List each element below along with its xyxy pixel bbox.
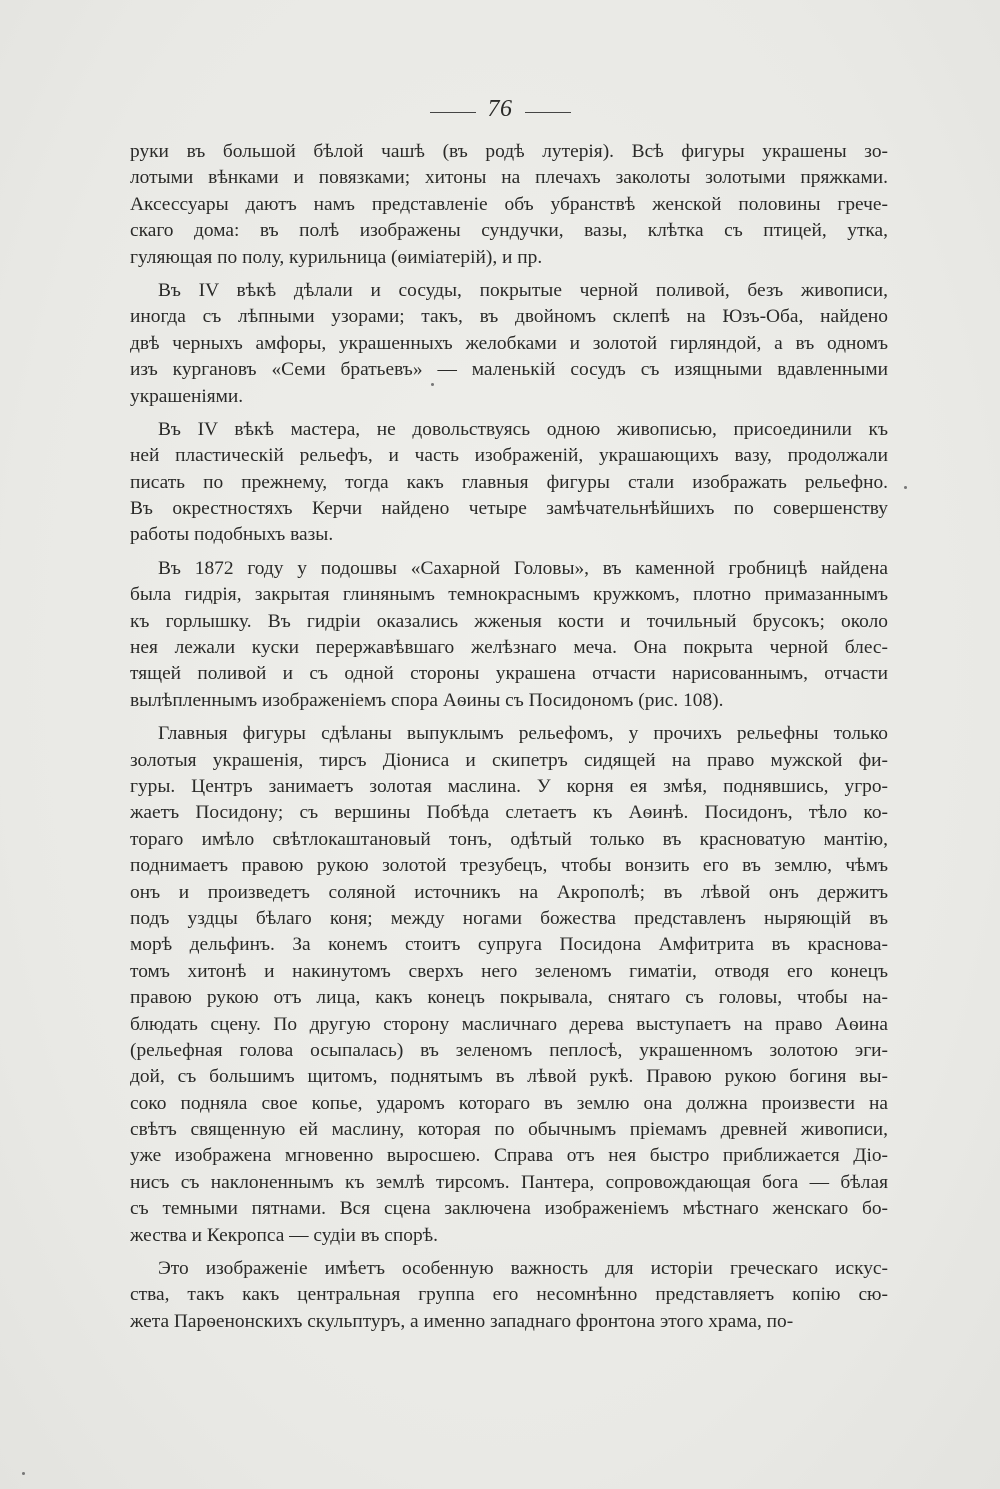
text-line: морѣ дельфинъ. За конемъ стоитъ супруга Посидона Амфитрита въ краснова- (130, 934, 888, 956)
text-line: Въ 1872 году у подошвы «Сахарной Головы», въ каменной гробницѣ найдена (158, 557, 888, 579)
text-line: изъ кургановъ «Семи братьевъ» — маленькій сосудъ съ изящными вдавленными (130, 359, 888, 381)
text-line: золотыя украшенія, тирсъ Діониса и скипетръ сидящей на право мужской фи- (130, 749, 888, 771)
paragraph-gap (130, 410, 888, 417)
text-line: гуляющая по полу, курильница (ѳиміатерій), и пр. (130, 246, 543, 268)
text-line: гуры. Центръ занимаетъ золотая маслина. У корня ея змѣя, поднявшись, угро- (130, 775, 888, 797)
text-line: работы подобныхъ вазы. (130, 524, 334, 546)
text-line: Это изображеніе имѣетъ особенную важность для исторіи греческаго искус- (158, 1258, 888, 1280)
paragraph (130, 278, 888, 410)
text-line: тящей поливой и съ одной стороны украшена отчасти нарисованнымъ, отчасти (130, 663, 888, 685)
text-line: двѣ черныхъ амфоры, украшенныхъ желобками и золотой гирляндой, а въ одномъ (130, 332, 888, 354)
text-line: скаго дома: въ полѣ изображены сундучки, вазы, клѣтка съ птицей, утка, (130, 220, 888, 242)
header-rule-right (525, 112, 571, 113)
scan-speck (431, 383, 434, 386)
text-line: тораго имѣло свѣтлокаштановый тонъ, одѣтый только въ красноватую мантію, (130, 828, 888, 850)
text-line: была гидрія, закрытая глинянымъ темнокраснымъ кружкомъ, плотно примазаннымъ (130, 584, 888, 606)
text-line: ней пластическій рельефъ, и часть изображеній, украшающихъ вазу, продолжали (130, 445, 888, 467)
text-line: писать по прежнему, тогда какъ главныя фигуры стали изображать рельефно. (130, 471, 888, 493)
scan-speck (904, 486, 907, 489)
paragraph-gap (130, 549, 888, 556)
text-line: блюдать сцену. По другую сторону масличнаго дерева выступаетъ на право Аѳина (130, 1013, 888, 1035)
scan-speck (22, 1472, 25, 1475)
paragraph (130, 556, 888, 714)
text-line: къ горлышку. Въ гидріи оказались жженыя кости и точильный брусокъ; около (130, 610, 888, 632)
text-line: уже изображена мгновенно выросшею. Справа отъ нея быстро приближается Діо- (130, 1145, 888, 1167)
text-line: соко подняла свое копье, ударомъ котораго въ землю она должна произвести на (130, 1092, 888, 1114)
text-line: жета Парѳенонскихъ скульптуръ, а именно западнаго фронтона этого храма, по- (130, 1310, 794, 1332)
page-number: 76 (487, 96, 513, 122)
header-rule-left (430, 112, 476, 113)
text-line: жества и Кекропса — судіи въ спорѣ. (130, 1224, 439, 1246)
text-line: жаетъ Посидону; съ вершины Побѣда слетаетъ къ Аѳинѣ. Посидонъ, тѣло ко- (130, 802, 888, 824)
text-line: нея лежали куски перержавѣвшаго желѣзнаго меча. Она покрыта черной блес- (130, 637, 888, 659)
text-line: вылѣпленнымъ изображеніемъ спора Аѳины съ Посидономъ (рис. 108). (130, 689, 724, 711)
paragraph-gap (130, 271, 888, 278)
text-line: руки въ большой бѣлой чашѣ (въ родѣ лутерія). Всѣ фигуры украшены зо- (130, 141, 888, 162)
text-line: съ темными пятнами. Вся сцена заключена изображеніемъ мѣстнаго женскаго бо- (130, 1198, 888, 1220)
text-line: нисъ съ наклоненнымъ къ землѣ тирсомъ. Пантера, сопровождающая бога — бѣлая (130, 1171, 888, 1193)
text-line: подъ уздцы бѣлаго коня; между ногами божества представленъ ныряющій въ (130, 907, 888, 929)
page-header (0, 96, 1000, 123)
text-line: онъ и произведетъ соляной источникъ на Акрополѣ; въ лѣвой онъ держитъ (130, 881, 888, 903)
text-line: Аксессуары даютъ намъ представленіе объ убранствѣ женской половины грече- (130, 193, 888, 215)
paragraph-gap (130, 714, 888, 721)
text-line: дой, съ большимъ щитомъ, поднятымъ въ лѣвой рукѣ. Правою рукою богиня вы- (130, 1066, 888, 1088)
text-line: поднимаетъ правою рукою золотой трезубецъ, чтобы вонзить его въ землю, чѣмъ (130, 855, 888, 877)
text-line: свѣтъ священную ей маслину, которая по обычнымъ пріемамъ древней живописи, (130, 1119, 888, 1141)
text-line: Въ окрестностяхъ Керчи найдено четыре замѣчательнѣйшихъ по совершенству (130, 498, 888, 520)
paragraph (130, 1256, 888, 1335)
text-line: Главныя фигуры сдѣланы выпуклымъ рельефомъ, у прочихъ рельефны только (158, 723, 888, 745)
body-text (130, 139, 888, 1335)
paragraph (130, 721, 888, 1249)
text-line: Въ IV вѣкѣ мастера, не довольствуясь одною живописью, присоединили къ (158, 418, 888, 440)
paragraph (130, 417, 888, 549)
text-line: иногда съ лѣпными узорами; такъ, въ двойномъ склепѣ на Юзъ-Оба, найдено (130, 306, 888, 328)
text-line: Въ IV вѣкѣ дѣлали и сосуды, покрытые черной поливой, безъ живописи, (158, 279, 888, 301)
text-line: украшеніями. (130, 385, 244, 407)
text-line: правою рукою отъ лица, какъ конецъ покрывала, снятаго съ головы, чтобы на- (130, 987, 888, 1009)
paragraph-gap (130, 1249, 888, 1256)
paragraph (130, 139, 888, 271)
text-line: лотыми вѣнками и повязками; хитоны на плечахъ заколоты золотыми пряжками. (130, 167, 888, 189)
text-line: (рельефная голова осыпалась) въ зеленомъ пеплосѣ, украшенномъ золотою эги- (130, 1039, 888, 1061)
text-line: ства, такъ какъ центральная группа его несомнѣнно представляетъ копію сю- (130, 1284, 888, 1306)
text-line: томъ хитонѣ и накинутомъ сверхъ него зеленомъ гиматіи, отводя его конецъ (130, 960, 888, 982)
